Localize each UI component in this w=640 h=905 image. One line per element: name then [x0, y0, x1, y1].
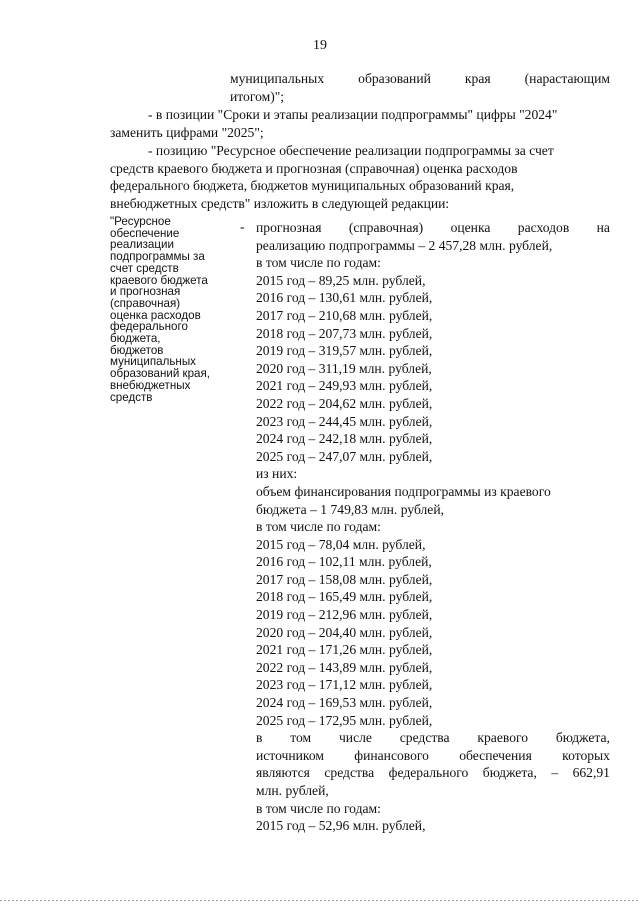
word: в: [256, 730, 263, 746]
federal-line-4: млн. рублей,: [256, 783, 329, 798]
left-cell-line: бюджета,: [110, 332, 161, 346]
table-right-cell: [256, 219, 610, 835]
paragraph-resources-line-1: - позицию "Ресурсное обеспечение реализации подпрограммы за счет: [148, 143, 554, 158]
page-bottom-edge: [0, 900, 640, 901]
continuation-text: [230, 70, 610, 105]
of-them-label: из них:: [256, 466, 298, 482]
federal-line-2: [256, 747, 610, 765]
year-total-item: 2024 год – 242,18 млн. рублей,: [256, 431, 433, 447]
federal-line-3: [256, 764, 610, 782]
year-regional-item: 2018 год – 165,49 млн. рублей,: [256, 589, 433, 605]
paragraph-resources-line-4: внебюджетных средств" изложить в следующей редакции:: [110, 195, 450, 211]
left-cell-line: бюджетов: [110, 343, 164, 357]
year-regional-item: 2023 год – 171,12 млн. рублей,: [256, 677, 433, 693]
word: –: [551, 765, 559, 781]
left-cell-line: обеспечение: [110, 226, 180, 240]
continuation-line-2: итогом)";: [230, 88, 285, 104]
word: средства: [399, 730, 450, 746]
year-regional-item: 2021 год – 171,26 млн. рублей,: [256, 642, 433, 658]
year-total-item: 2017 год – 210,68 млн. рублей,: [256, 307, 433, 323]
left-cell-line: федерального: [110, 320, 188, 334]
page-number: 19: [313, 38, 327, 53]
left-cell-line: оценка расходов: [110, 308, 201, 322]
left-cell-line: внебюджетных: [110, 378, 191, 392]
by-years-label: в том числе по годам:: [256, 800, 381, 816]
paragraph-dates-line-2: заменить цифрами "2025";: [110, 124, 264, 140]
left-cell-line: средств: [110, 390, 153, 404]
year-total-item: 2023 год – 244,45 млн. рублей,: [256, 413, 433, 429]
by-years-label: в том числе по годам:: [256, 519, 381, 535]
year-federal-item: 2015 год – 52,96 млн. рублей,: [256, 818, 426, 834]
word: обеспечения: [459, 747, 532, 763]
year-regional-item: 2019 год – 212,96 млн. рублей,: [256, 607, 433, 623]
left-cell-line: реализации: [110, 238, 174, 252]
left-cell-line: "Ресурсное: [110, 215, 171, 228]
left-cell-line: муниципальных: [110, 355, 196, 369]
left-cell-line: подпрограммы за: [110, 250, 205, 264]
federal-line-1: [256, 729, 610, 747]
word: которых: [562, 747, 610, 763]
year-total-item: 2019 год – 319,57 млн. рублей,: [256, 343, 433, 359]
year-total-item: 2022 год – 204,62 млн. рублей,: [256, 395, 433, 411]
left-cell-line: счет средств: [110, 261, 179, 275]
left-cell-line: (справочная): [110, 296, 181, 310]
regional-line-2: бюджета – 1 749,83 млн. рублей,: [256, 501, 445, 517]
year-total-item: 2015 год – 89,25 млн. рублей,: [256, 272, 426, 288]
word: бюджета,: [482, 765, 537, 781]
year-total-item: 2021 год – 249,93 млн. рублей,: [256, 378, 433, 394]
year-regional-item: 2015 год – 78,04 млн. рублей,: [256, 536, 426, 552]
word: краевого: [477, 730, 529, 746]
year-regional-item: 2024 год – 169,53 млн. рублей,: [256, 695, 433, 711]
year-total-item: 2016 год – 130,61 млн. рублей,: [256, 290, 433, 306]
word: бюджета,: [555, 730, 610, 746]
list-dash: -: [240, 219, 245, 234]
word: финансового: [354, 747, 429, 763]
by-years-label: в том числе по годам:: [256, 255, 381, 271]
word: источником: [256, 747, 324, 763]
year-regional-item: 2025 год – 172,95 млн. рублей,: [256, 712, 433, 728]
paragraph-dates-line-1: - в позиции "Сроки и этапы реализации подпрограммы" цифры "2024": [148, 107, 558, 122]
year-total-item: 2018 год – 207,73 млн. рублей,: [256, 325, 433, 341]
word: 662,91: [572, 765, 610, 781]
continuation-line-1: муниципальных образований края (нарастающим: [230, 71, 610, 86]
paragraph-resources-line-3: федерального бюджета, бюджетов муниципальных образований края,: [110, 178, 515, 193]
table-left-cell: [110, 216, 230, 403]
paragraph-resources-line-2: средств краевого бюджета и прогнозная (справочная) оценка расходов: [110, 160, 518, 176]
forecast-intro-line-2: реализацию подпрограммы – 2 457,28 млн. рублей,: [256, 237, 553, 253]
word: средства: [324, 765, 375, 781]
left-cell-line: и прогнозная: [110, 285, 181, 299]
year-regional-item: 2017 год – 158,08 млн. рублей,: [256, 571, 433, 587]
left-cell-line: краевого бюджета: [110, 273, 208, 287]
year-total-item: 2020 год – 311,19 млн. рублей,: [256, 360, 432, 376]
word: федерального: [388, 765, 469, 781]
word: являются: [256, 765, 310, 781]
word: числе: [338, 730, 372, 746]
year-regional-item: 2022 год – 143,89 млн. рублей,: [256, 659, 433, 675]
year-total-item: 2025 год – 247,07 млн. рублей,: [256, 448, 433, 464]
year-regional-item: 2016 год – 102,11 млн. рублей,: [256, 554, 432, 570]
word: том: [290, 730, 312, 746]
year-regional-item: 2020 год – 204,40 млн. рублей,: [256, 624, 433, 640]
paragraph-resources: [110, 142, 610, 212]
paragraph-dates: [110, 106, 610, 141]
left-cell-line: образований края,: [110, 367, 211, 381]
forecast-intro-line-1: прогнозная (справочная) оценка расходов на: [256, 220, 610, 235]
regional-line-1: объем финансирования подпрограммы из краевого: [256, 483, 551, 499]
